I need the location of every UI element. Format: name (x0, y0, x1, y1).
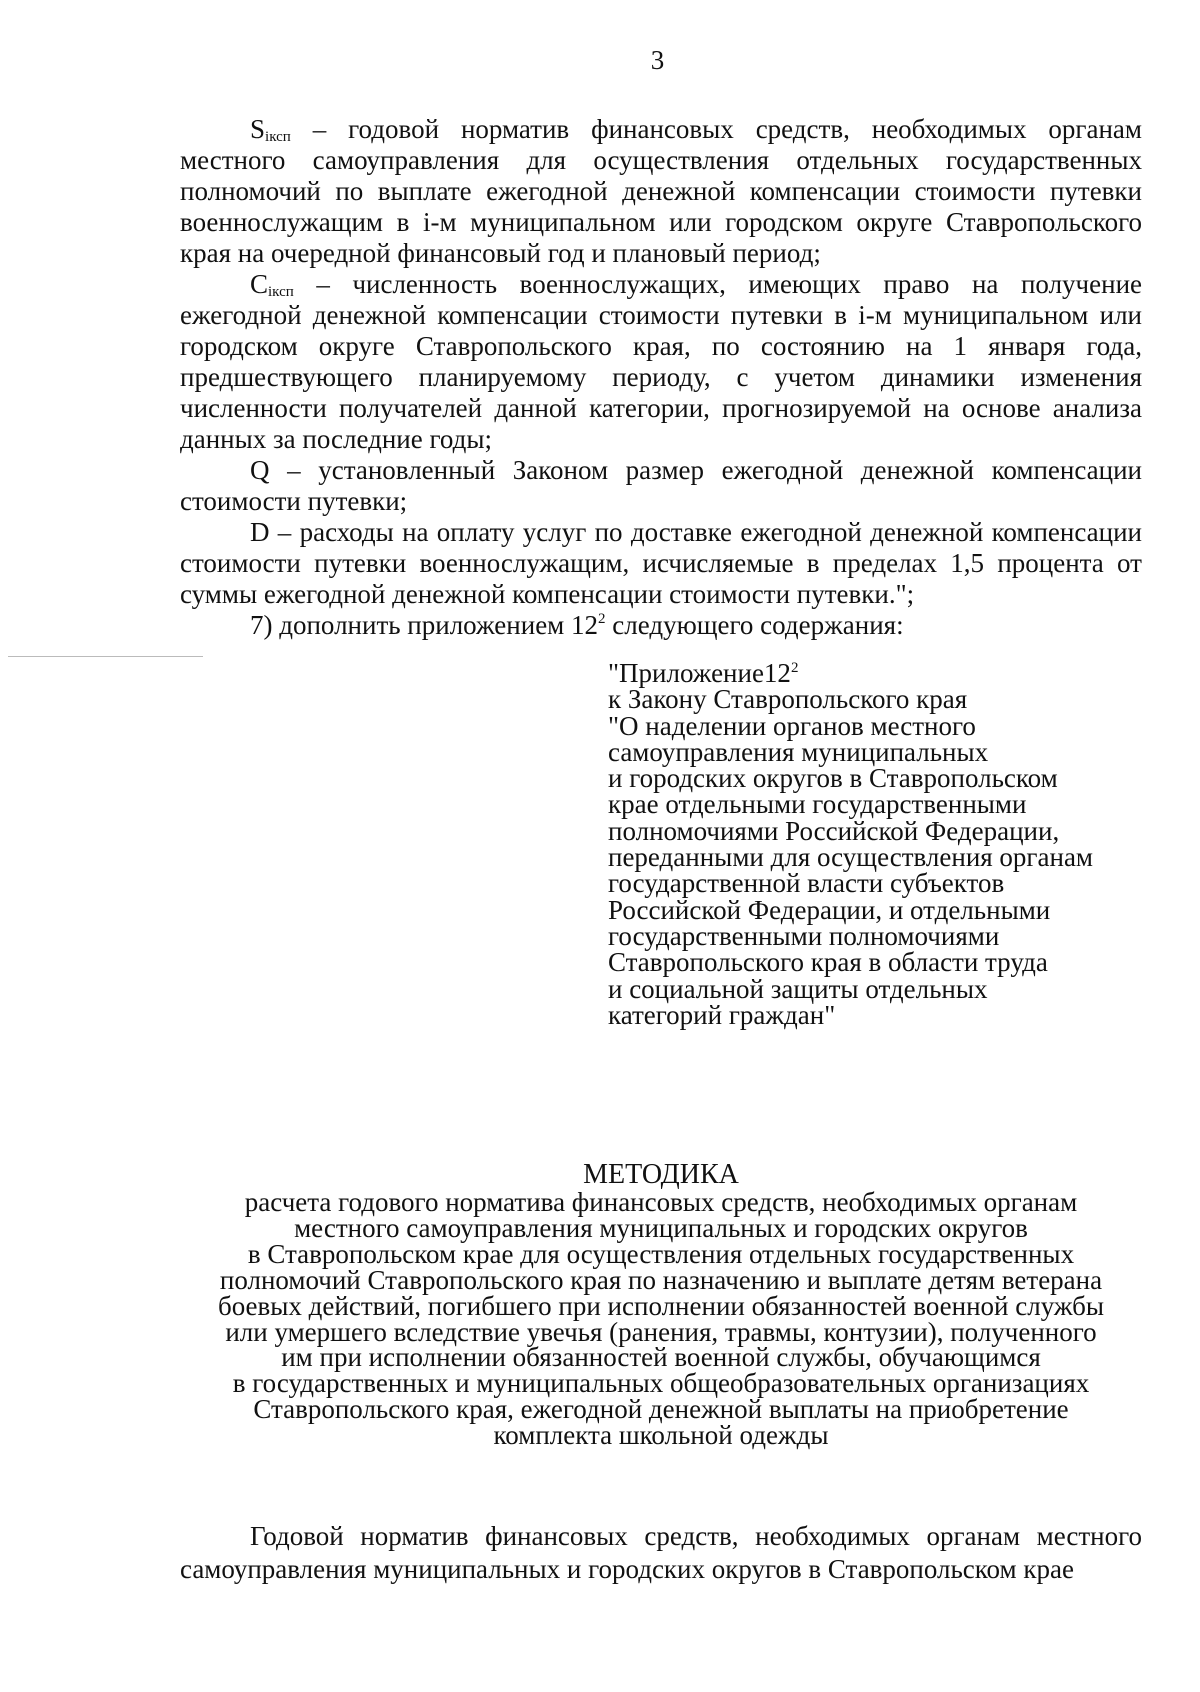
appendix-title-superscript: 2 (790, 660, 799, 676)
scan-artifact-line (8, 656, 203, 657)
appendix-line: переданными для осуществления органам (608, 842, 1094, 873)
page-number: 3 (650, 45, 665, 75)
methodology-line: комплекта школьной одежды (493, 1420, 829, 1451)
definition-text: – годовой норматив финансовых средств, необходимых органам местного самоуправления для осуществления отдельных государственных полномочий по выплате ежегодной денежной компенсации стоимости путевки военнослужащим в i-м муниципальном или городском округе Ставропольского края на очередной финансовый год и плановый период; (180, 114, 1142, 268)
final-paragraph: Годовой норматив финансовых средств, необходимых органам местного самоуправления муниципальных и городских округов в Ставропольском крае (180, 1521, 1142, 1584)
appendix-line: и городских округов в Ставропольском (608, 763, 1058, 794)
definition-text: – установленный Законом размер ежегодной денежной компенсации стоимости путевки; (180, 455, 1142, 516)
appendix-line: государственной власти субъектов (608, 868, 1005, 899)
symbol-main: Q (250, 455, 270, 485)
appendix-line: и социальной защиты отдельных (608, 973, 988, 1004)
methodology-line: расчета годового норматива финансовых средств, необходимых органам (244, 1187, 1078, 1217)
definition-d (180, 517, 1142, 610)
appendix-line: полномочиями Российской Федерации, (608, 815, 1060, 846)
methodology-section (180, 1160, 1142, 1449)
appendix-title-text: "Приложение12 (608, 658, 791, 688)
appendix-line: Российской Федерации, и отдельными (608, 894, 1051, 925)
appendix-line: государственными полномочиями (608, 920, 1000, 951)
symbol-main: D (250, 517, 270, 547)
symbol-subscript: iксп (265, 129, 291, 145)
appendix-line: "О наделении органов местного (608, 710, 976, 741)
appendix-title (608, 660, 1148, 686)
symbol-main: S (250, 114, 266, 144)
item-7-text-end: следующего содержания: (605, 610, 904, 640)
item-7-text: 7) дополнить приложением 12 (250, 610, 599, 640)
definition-s-iksp (180, 114, 1142, 269)
appendix-line: Ставропольского края в области труда (608, 947, 1048, 978)
methodology-line: им при исполнении обязанностей военной службы, обучающимся (281, 1342, 1041, 1373)
methodology-line: или умершего вследствие увечья (ранения, травмы, контузии), полученного (225, 1316, 1097, 1347)
definition-text: – расходы на оплату услуг по доставке ежегодной денежной компенсации стоимости путевки военнослужащим, исчисляемые в пределах 1,5 процента от суммы ежегодной денежной компенсации стоимости путевки."; (180, 517, 1142, 609)
methodology-line: полномочий Ставропольского края по назначению и выплате детям ветерана (219, 1264, 1103, 1295)
definition-q (180, 455, 1142, 517)
methodology-line: в Ставропольском крае для осуществления отдельных государственных (247, 1238, 1075, 1269)
symbol-subscript: iксп (268, 284, 294, 300)
definition-text: – численность военнослужащих, имеющих право на получение ежегодной денежной компенсации стоимости путевки в i-м муниципальном или городском округе Ставропольского края, по состоянию на 1 января года, предшествующего планируемому периоду, с учетом динамики изменения численности получателей данной категории, прогнозируемой на основе анализа данных за последние годы; (180, 269, 1142, 454)
symbol-main: C (250, 269, 269, 299)
item-7 (180, 610, 1142, 641)
item-7-superscript: 2 (598, 611, 606, 627)
appendix-line: самоуправления муниципальных (608, 736, 989, 767)
methodology-line: местного самоуправления муниципальных и городских округов (294, 1212, 1028, 1243)
appendix-line: категорий граждан" (608, 999, 836, 1030)
appendix-header (608, 660, 1148, 1028)
methodology-line: боевых действий, погибшего при исполнении обязанностей военной службы (217, 1290, 1105, 1321)
methodology-title: МЕТОДИКА (583, 1159, 739, 1190)
methodology-line: в государственных и муниципальных общеобразовательных организациях (232, 1368, 1090, 1399)
definitions-block (180, 114, 1142, 641)
appendix-line: крае отдельными государственными (608, 789, 1027, 820)
definition-c-iksp (180, 269, 1142, 455)
appendix-line: к Закону Ставропольского края (608, 684, 968, 715)
methodology-line: Ставропольского края, ежегодной денежной выплаты на приобретение (253, 1394, 1069, 1425)
